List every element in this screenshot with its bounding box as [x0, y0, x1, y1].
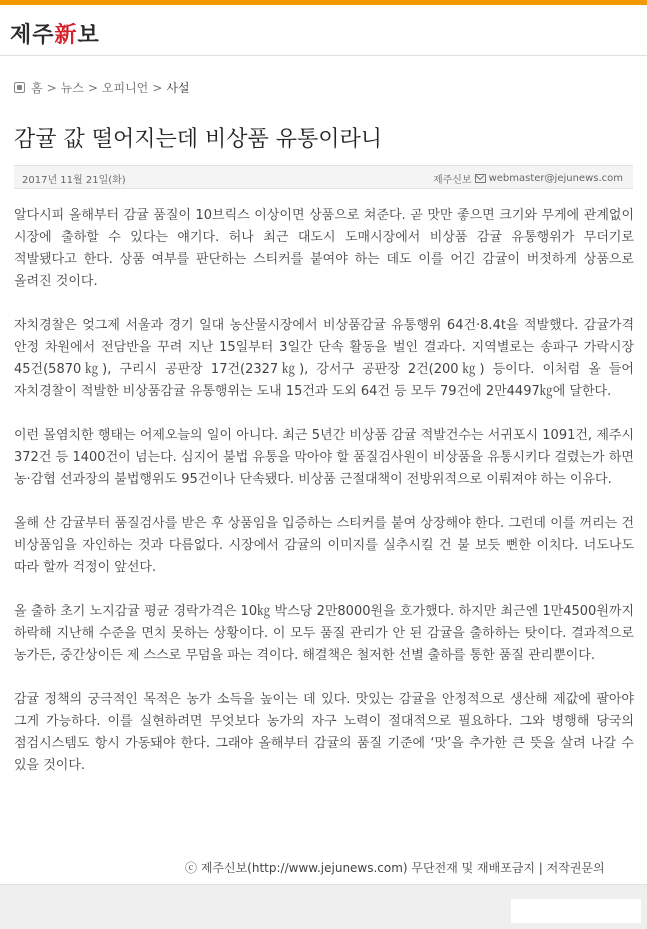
article-paragraph: 올 출하 초기 노지감귤 평균 경락가격은 10㎏ 박스당 2만8000원을 호가했다. 하지만 최근엔 1만4500원까지 하락해 지난해 수준을 면치 못하는 상황이다. 이 모두 품질 관리가 안 된 감귤을 출하하는 탓이다. 결과적으로 농가든, 중간상이든 제 스스로 무덤을 파는 격이다. 해결책은 철저한 선별 출하를 통한 품질 관리뿐이다.	[14, 604, 634, 663]
logo-text-2: 新	[54, 23, 78, 48]
article-paragraph: 이런 몰염치한 행태는 어제오늘의 일이 아니다. 최근 5년간 비상품 감귤 적발건수는 서귀포시 1091건, 제주시 372건 등 1400건이 넘는다. 심지어 불법 유통을 막아야 할 품질검사원이 비상품을 유통시키다 걸렸는가 하면 농·감협 선과장의 불법행위도 95건이나 단속됐다. 비상품 근절대책이 전방위적으로 이뤄져야 하는 이유다.	[14, 428, 634, 487]
header-divider	[0, 55, 647, 56]
breadcrumb-separator: >	[46, 80, 57, 95]
article-paragraph: 올해 산 감귤부터 품질검사를 받은 후 상품임을 입증하는 스티커를 붙여 상장해야 한다. 그런데 이를 꺼리는 건 비상품임을 자인하는 것과 다름없다. 시장에서 감귤의 이미지를 실추시킬 건 불 보듯 뻔한 이치다. 너도나도 따라 할까 걱정이 앞선다.	[14, 516, 634, 575]
author-email-link[interactable]: webmaster@jejunews.com	[488, 173, 623, 184]
article-author-info	[433, 171, 623, 186]
top-accent-bar	[0, 0, 647, 5]
breadcrumb	[14, 79, 190, 96]
breadcrumb-home[interactable]: 홈	[31, 81, 43, 95]
logo-text-3: 보	[77, 23, 100, 48]
breadcrumb-editorial[interactable]: 사설	[166, 81, 190, 95]
breadcrumb-opinion[interactable]: 오피니언	[101, 81, 149, 95]
home-icon[interactable]	[14, 82, 25, 93]
copyright-footer: ⓒ 제주신보(http://www.jejunews.com) 무단전재 및 재배포금지 | 저작권문의	[185, 861, 605, 875]
mail-icon[interactable]	[475, 174, 486, 183]
breadcrumb-news[interactable]: 뉴스	[60, 81, 84, 95]
logo-text-1: 제주	[10, 23, 55, 48]
article-title: 감귤 값 떨어지는데 비상품 유통이라니	[14, 127, 383, 152]
site-logo[interactable]	[10, 18, 100, 49]
article-body	[14, 205, 634, 799]
article-paragraph: 알다시피 올해부터 감귤 품질이 10브릭스 이상이면 상품으로 쳐준다. 곧 맛만 좋으면 크기와 무게에 관계없이 시장에 출하할 수 있다는 얘기다. 허나 최근 대도시 도매시장에서 비상품 감귤 유통행위가 무더기로 적발됐다고 한다. 상품 여부를 판단하는 스티커를 붙여야 하는 데도 이를 어긴 감귤이 버젓하게 상품으로 올려진 것이다.	[14, 208, 634, 289]
article-date: 2017년 11월 21일(화)	[22, 175, 126, 186]
breadcrumb-separator: >	[152, 80, 163, 95]
article-paragraph: 감귤 정책의 궁극적인 목적은 농가 소득을 높이는 데 있다. 맛있는 감귤을 안정적으로 생산해 제값에 팔아야 그게 가능하다. 이를 실현하려면 무엇보다 농가의 자구 노력이 절대적으로 필요하다. 그와 병행해 당국의 점검시스템도 항시 가동돼야 한다. 그래야 올해부터 감귤의 품질 기준에 ‘맛’을 추가한 큰 뜻을 살려 나갈 수 있을 것이다.	[14, 692, 634, 773]
bottom-white-box	[511, 899, 641, 923]
article-meta-bar	[14, 165, 633, 189]
article-paragraph: 자치경찰은 엊그제 서울과 경기 일대 농산물시장에서 비상품감귤 유통행위 64건·8.4t을 적발했다. 감귤가격 안정 차원에서 전담반을 꾸려 지난 15일부터 3일간 단속 활동을 벌인 결과다. 지역별로는 송파구 가락시장 45건(5870㎏), 구리시 공판장 17건(2327㎏), 강서구 공판장 2건(200㎏) 등이다. 이처럼 올 들어 자치경찰이 적발한 비상품감귤 유통행위는 도내 15건과 도외 64건 등 모두 79건에 2만4497㎏에 달한다.	[14, 318, 634, 399]
breadcrumb-separator: >	[87, 80, 98, 95]
article-author: 제주신보	[432, 175, 472, 186]
